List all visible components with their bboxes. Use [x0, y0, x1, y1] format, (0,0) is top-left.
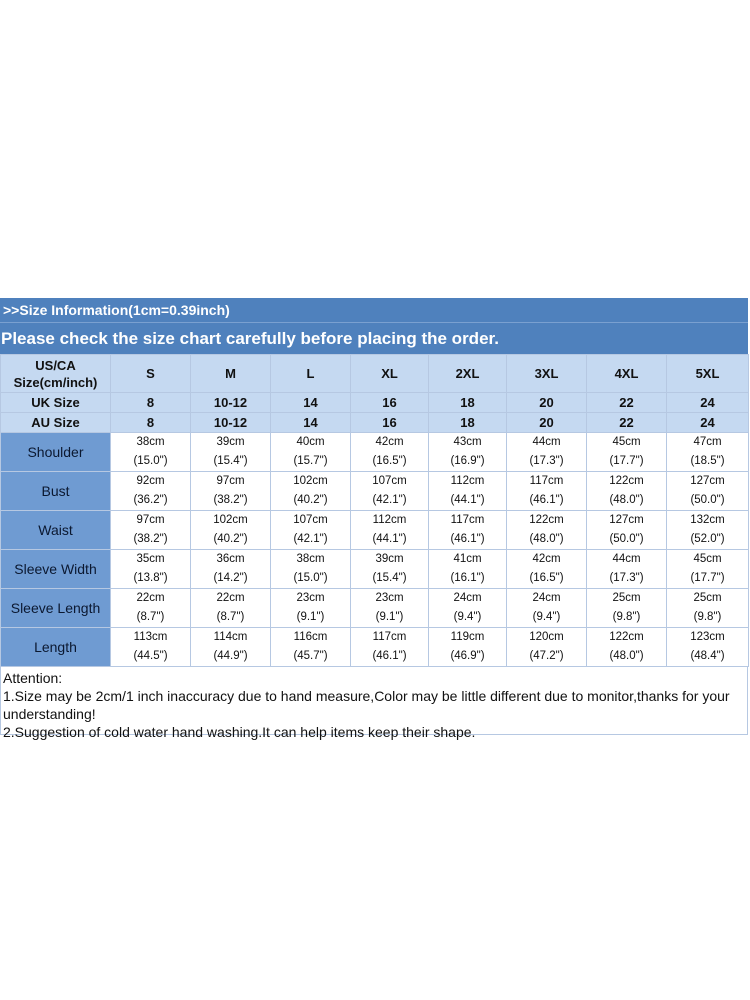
inch-value: (16.5")	[529, 572, 564, 584]
measurement-cell	[351, 433, 429, 472]
measurement-cell	[271, 433, 351, 472]
cm-value: 39cm	[375, 553, 404, 565]
measurement-cell	[351, 550, 429, 589]
measurement-cell	[667, 433, 749, 472]
cm-value: 42cm	[532, 553, 561, 565]
size-value: 16	[351, 413, 429, 433]
cm-value: 113cm	[133, 631, 168, 643]
cm-value: 45cm	[693, 553, 722, 565]
cm-value: 127cm	[609, 514, 644, 526]
cm-value: 107cm	[372, 475, 407, 487]
measurement-row	[1, 589, 749, 628]
inch-value: (42.1")	[372, 494, 407, 506]
inch-value: (50.0")	[690, 494, 725, 506]
cm-value: 40cm	[296, 436, 325, 448]
cm-value: 24cm	[453, 592, 482, 604]
measurement-cell	[191, 628, 271, 667]
measurement-cell	[587, 550, 667, 589]
inch-value: (16.9")	[450, 455, 485, 467]
inch-value: (17.7")	[609, 455, 644, 467]
cm-value: 25cm	[693, 592, 722, 604]
inch-value: (45.7")	[293, 650, 328, 662]
size-value: 14	[271, 393, 351, 413]
measurement-label: Sleeve Width	[1, 550, 111, 589]
inch-value: (16.1")	[450, 572, 485, 584]
inch-value: (9.4")	[532, 611, 561, 623]
measurement-row	[1, 472, 749, 511]
cm-value: 22cm	[216, 592, 245, 604]
measurement-cell	[587, 433, 667, 472]
size-value: 5XL	[667, 355, 749, 393]
inch-value: (9.4")	[453, 611, 482, 623]
cm-value: 38cm	[136, 436, 165, 448]
measurement-cell	[111, 550, 191, 589]
measurement-cell	[351, 511, 429, 550]
inch-value: (15.0")	[293, 572, 328, 584]
measurement-cell	[191, 589, 271, 628]
size-value: 10-12	[191, 413, 271, 433]
inch-value: (14.2")	[213, 572, 248, 584]
measurement-cell	[507, 472, 587, 511]
size-value: M	[191, 355, 271, 393]
measurement-row	[1, 550, 749, 589]
cm-value: 39cm	[216, 436, 245, 448]
inch-value: (15.4")	[213, 455, 248, 467]
measurement-label: Waist	[1, 511, 111, 550]
size-value: 20	[507, 413, 587, 433]
cm-value: 23cm	[296, 592, 325, 604]
measurement-cell	[667, 589, 749, 628]
size-system-label: AU Size	[1, 413, 111, 433]
cm-value: 122cm	[609, 475, 644, 487]
size-value: 24	[667, 413, 749, 433]
cm-value: 117cm	[372, 631, 407, 643]
notes-line-1: 1.Size may be 2cm/1 inch inaccuracy due to hand measure,Color may be little different due to monitor,thanks for your understanding!	[3, 688, 730, 722]
cm-value: 97cm	[216, 475, 245, 487]
inch-value: (48.0")	[609, 650, 644, 662]
inch-value: (52.0")	[690, 533, 725, 545]
measurement-cell	[111, 628, 191, 667]
cm-value: 43cm	[453, 436, 482, 448]
inch-value: (18.5")	[690, 455, 725, 467]
inch-value: (40.2")	[293, 494, 328, 506]
inch-value: (17.7")	[690, 572, 725, 584]
measurement-cell	[507, 628, 587, 667]
size-value: 10-12	[191, 393, 271, 413]
size-value: 8	[111, 393, 191, 413]
cm-value: 127cm	[690, 475, 725, 487]
inch-value: (9.1")	[296, 611, 325, 623]
measurement-cell	[191, 472, 271, 511]
cm-value: 22cm	[136, 592, 165, 604]
cm-value: 38cm	[296, 553, 325, 565]
measurement-cell	[587, 511, 667, 550]
cm-value: 47cm	[693, 436, 722, 448]
size-header-row	[1, 393, 749, 413]
cm-value: 112cm	[450, 475, 485, 487]
measurement-cell	[111, 433, 191, 472]
measurement-cell	[667, 511, 749, 550]
inch-value: (44.1")	[450, 494, 485, 506]
cm-value: 44cm	[532, 436, 561, 448]
measurement-cell	[667, 628, 749, 667]
measurement-cell	[429, 628, 507, 667]
measurement-cell	[587, 589, 667, 628]
measurement-cell	[351, 589, 429, 628]
measurement-cell	[587, 472, 667, 511]
measurement-cell	[111, 589, 191, 628]
size-value: 2XL	[429, 355, 507, 393]
cm-value: 35cm	[136, 553, 165, 565]
measurement-cell	[429, 550, 507, 589]
cm-value: 122cm	[609, 631, 644, 643]
cm-value: 92cm	[136, 475, 165, 487]
size-value: 16	[351, 393, 429, 413]
cm-value: 41cm	[453, 553, 482, 565]
size-chart	[0, 298, 748, 740]
size-info-banner: >>Size Information(1cm=0.39inch)	[0, 298, 748, 322]
size-table	[0, 354, 749, 667]
measurement-cell	[667, 472, 749, 511]
measurement-cell	[191, 511, 271, 550]
inch-value: (48.0")	[529, 533, 564, 545]
notes-title: Attention:	[3, 670, 63, 686]
measurement-cell	[507, 511, 587, 550]
size-value: 22	[587, 413, 667, 433]
measurement-label: Sleeve Length	[1, 589, 111, 628]
cm-value: 44cm	[612, 553, 641, 565]
cm-value: 97cm	[136, 514, 165, 526]
measurement-cell	[429, 472, 507, 511]
size-value: L	[271, 355, 351, 393]
cm-value: 116cm	[293, 631, 328, 643]
inch-value: (9.8")	[693, 611, 722, 623]
inch-value: (38.2")	[133, 533, 168, 545]
cm-value: 36cm	[216, 553, 245, 565]
inch-value: (44.1")	[372, 533, 407, 545]
inch-value: (46.9")	[450, 650, 485, 662]
measurement-cell	[271, 628, 351, 667]
cm-value: 114cm	[213, 631, 248, 643]
measurement-label: Bust	[1, 472, 111, 511]
measurement-cell	[429, 511, 507, 550]
measurement-cell	[111, 472, 191, 511]
cm-value: 132cm	[690, 514, 725, 526]
cm-value: 25cm	[612, 592, 641, 604]
size-value: S	[111, 355, 191, 393]
measurement-cell	[507, 550, 587, 589]
cm-value: 119cm	[450, 631, 485, 643]
order-notice-banner: Please check the size chart carefully before placing the order.	[0, 322, 748, 354]
measurement-row	[1, 628, 749, 667]
measurement-cell	[429, 589, 507, 628]
measurement-row	[1, 433, 749, 472]
inch-value: (44.5")	[133, 650, 168, 662]
size-system-label: UK Size	[1, 393, 111, 413]
cm-value: 102cm	[213, 514, 248, 526]
measurement-cell	[667, 550, 749, 589]
size-system-label: US/CA Size(cm/inch)	[1, 355, 111, 393]
inch-value: (36.2")	[133, 494, 168, 506]
measurement-cell	[507, 433, 587, 472]
size-value: 14	[271, 413, 351, 433]
inch-value: (38.2")	[213, 494, 248, 506]
attention-notes	[0, 667, 748, 740]
inch-value: (42.1")	[293, 533, 328, 545]
inch-value: (8.7")	[136, 611, 165, 623]
inch-value: (50.0")	[609, 533, 644, 545]
measurement-cell	[429, 433, 507, 472]
size-value: 24	[667, 393, 749, 413]
measurement-cell	[271, 550, 351, 589]
inch-value: (13.8")	[133, 572, 168, 584]
inch-value: (17.3")	[609, 572, 644, 584]
size-value: 18	[429, 413, 507, 433]
inch-value: (15.7")	[293, 455, 328, 467]
measurement-cell	[191, 433, 271, 472]
inch-value: (48.4")	[690, 650, 725, 662]
inch-value: (46.1")	[372, 650, 407, 662]
measurement-cell	[351, 472, 429, 511]
inch-value: (15.0")	[133, 455, 168, 467]
inch-value: (44.9")	[213, 650, 248, 662]
size-value: 4XL	[587, 355, 667, 393]
size-value: 8	[111, 413, 191, 433]
measurement-cell	[271, 511, 351, 550]
cm-value: 23cm	[375, 592, 404, 604]
size-value: 20	[507, 393, 587, 413]
cm-value: 24cm	[532, 592, 561, 604]
measurement-cell	[587, 628, 667, 667]
cm-value: 102cm	[293, 475, 328, 487]
cm-value: 107cm	[293, 514, 328, 526]
size-value: XL	[351, 355, 429, 393]
size-value: 18	[429, 393, 507, 413]
inch-value: (17.3")	[529, 455, 564, 467]
size-value: 3XL	[507, 355, 587, 393]
notes-line-2: 2.Suggestion of cold water hand washing.It can help items keep their shape.	[3, 724, 476, 740]
cm-value: 117cm	[450, 514, 485, 526]
measurement-cell	[111, 511, 191, 550]
cm-value: 122cm	[529, 514, 564, 526]
measurement-cell	[271, 472, 351, 511]
cm-value: 42cm	[375, 436, 404, 448]
inch-value: (9.8")	[612, 611, 641, 623]
inch-value: (47.2")	[529, 650, 564, 662]
inch-value: (8.7")	[216, 611, 245, 623]
cm-value: 45cm	[612, 436, 641, 448]
inch-value: (46.1")	[450, 533, 485, 545]
measurement-label: Length	[1, 628, 111, 667]
inch-value: (48.0")	[609, 494, 644, 506]
measurement-cell	[191, 550, 271, 589]
inch-value: (16.5")	[372, 455, 407, 467]
measurement-cell	[351, 628, 429, 667]
inch-value: (40.2")	[213, 533, 248, 545]
size-value: 22	[587, 393, 667, 413]
cm-value: 123cm	[690, 631, 725, 643]
cm-value: 120cm	[529, 631, 564, 643]
cm-value: 117cm	[529, 475, 564, 487]
inch-value: (15.4")	[372, 572, 407, 584]
measurement-row	[1, 511, 749, 550]
inch-value: (9.1")	[375, 611, 404, 623]
inch-value: (46.1")	[529, 494, 564, 506]
measurement-cell	[271, 589, 351, 628]
size-header-row	[1, 355, 749, 393]
measurement-cell	[507, 589, 587, 628]
cm-value: 112cm	[372, 514, 407, 526]
measurement-label: Shoulder	[1, 433, 111, 472]
size-header-row	[1, 413, 749, 433]
